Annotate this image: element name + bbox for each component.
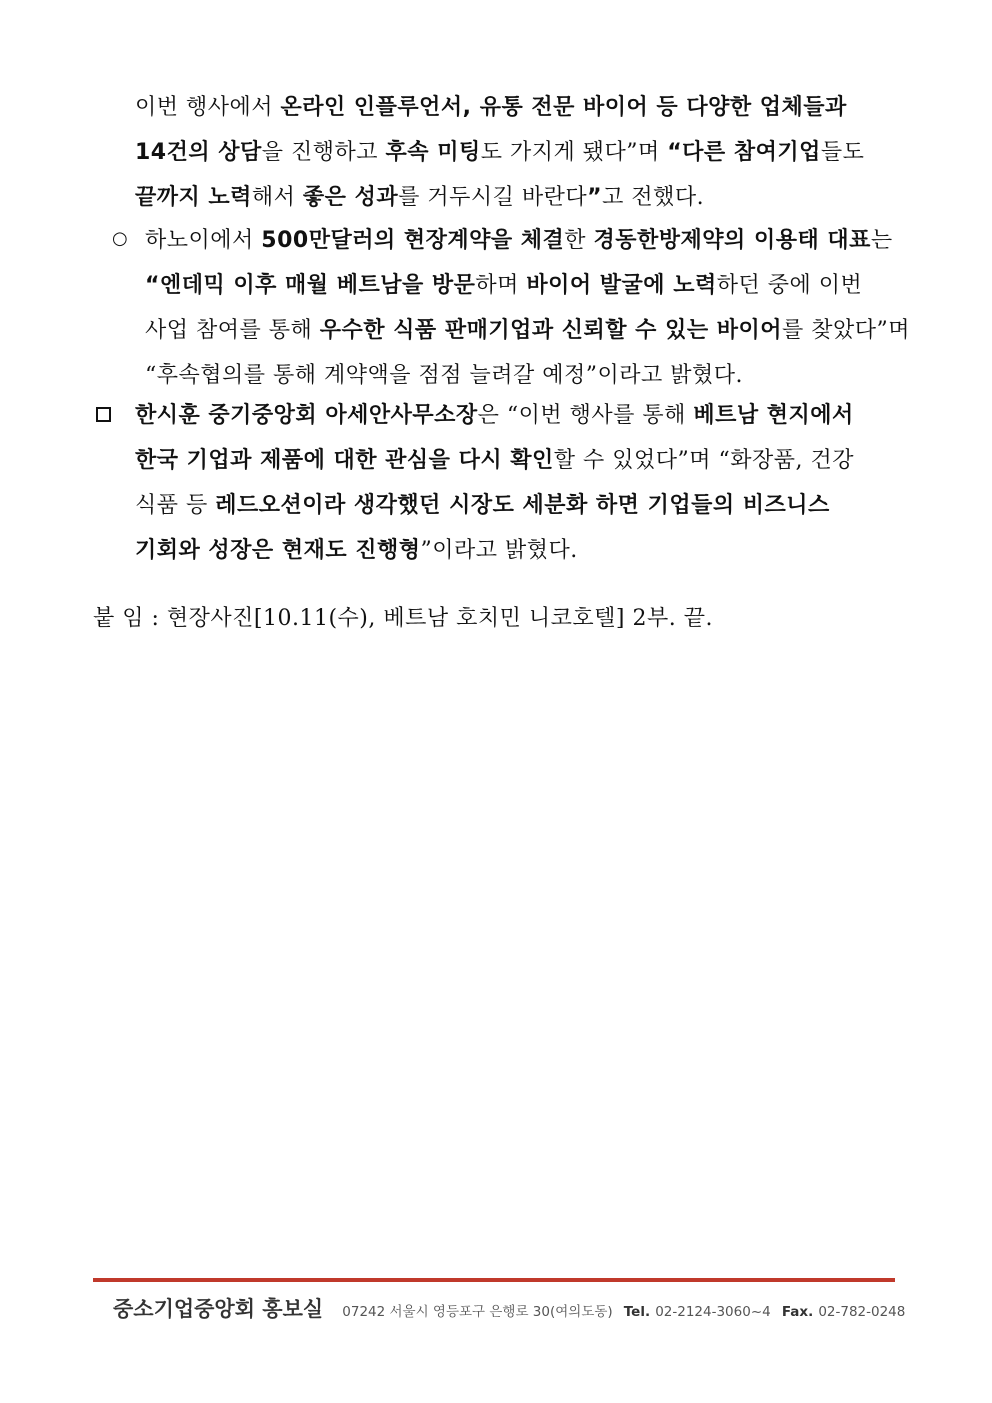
bold-text-segment: 베트남 현지에서 xyxy=(693,403,854,428)
bold-text-segment: ” xyxy=(587,185,603,210)
bold-text-segment: 기회와 성장은 현재도 진행형 xyxy=(135,538,421,563)
footer xyxy=(113,1293,905,1323)
text-segment: 할 수 있었다”며 “화장품, 건강 xyxy=(553,448,854,473)
footer-fax-label: Fax. xyxy=(781,1304,814,1320)
attachment-note: 붙 임 : 현장사진[10.11(수), 베트남 호치민 니코호텔] 2부. 끝. xyxy=(93,606,713,631)
text-segment: 하던 중에 이번 xyxy=(716,273,863,298)
text-segment: 를 거두시길 바란다 xyxy=(398,185,588,210)
paragraph-line xyxy=(145,308,911,353)
text-segment: “후속협의를 통해 계약액을 점점 늘려갈 예정”이라고 밝혔다. xyxy=(145,363,743,388)
paragraph-line xyxy=(145,353,905,398)
footer-organization: 중소기업중앙회 홍보실 xyxy=(113,1297,324,1321)
paragraph-line xyxy=(135,528,905,573)
text-segment: 사업 참여를 통해 xyxy=(145,318,320,343)
text-segment: 하노이에서 xyxy=(145,228,262,253)
paragraph-line xyxy=(145,263,905,308)
paragraph-line xyxy=(135,393,905,438)
text-segment: 을 진행하고 xyxy=(261,140,386,165)
bold-text-segment: 14건의 상담 xyxy=(135,140,262,165)
paragraph-line xyxy=(135,483,905,528)
paragraph-line xyxy=(135,175,905,220)
bold-text-segment: “다른 참여기업 xyxy=(667,140,821,165)
text-segment: 고 전했다. xyxy=(602,185,705,210)
footer-tel: 02-2124-3060~4 xyxy=(655,1304,771,1320)
text-segment: 한 xyxy=(564,228,594,253)
text-segment: 를 찾았다”며 xyxy=(782,318,911,343)
bold-text-segment: 레드오션이라 생각했던 시장도 세분화 하면 기업들의 비즈니스 xyxy=(215,493,830,518)
bold-text-segment: 온라인 인플루언서, 유통 전문 바이어 등 다양한 업체들과 xyxy=(280,95,847,120)
footer-fax: 02-782-0248 xyxy=(818,1304,906,1320)
text-segment: 해서 xyxy=(251,185,303,210)
text-segment: 들도 xyxy=(820,140,865,165)
bold-text-segment: 바이어 발굴에 노력 xyxy=(526,273,717,298)
square-bullet-icon xyxy=(96,407,111,422)
paragraph-2 xyxy=(145,218,911,398)
footer-tel-label: Tel. xyxy=(623,1304,651,1320)
bold-text-segment: 좋은 성과 xyxy=(302,185,399,210)
bold-text-segment: 우수한 식품 판매기업과 신뢰할 수 있는 바이어 xyxy=(319,318,782,343)
paragraph-line xyxy=(135,438,905,483)
footer-address: 07242 서울시 영등포구 은행로 30(여의도동) xyxy=(342,1304,613,1320)
circle-bullet-icon: ○ xyxy=(112,228,128,249)
bold-text-segment: 끝까지 노력 xyxy=(135,185,252,210)
bold-text-segment: 한국 기업과 제품에 대한 관심을 다시 확인 xyxy=(135,448,554,473)
bold-text-segment: 후속 미팅 xyxy=(385,140,481,165)
text-segment: 은 “이번 행사를 통해 xyxy=(477,403,694,428)
paragraph-line xyxy=(135,130,905,175)
bold-text-segment: 경동한방제약의 이용태 대표 xyxy=(593,228,871,253)
footer-divider xyxy=(93,1278,895,1282)
text-segment: 하며 xyxy=(475,273,527,298)
paragraph-line xyxy=(135,85,905,130)
text-segment: 도 가지게 됐다”며 xyxy=(480,140,668,165)
text-segment: 는 xyxy=(870,228,893,253)
paragraph-line xyxy=(145,218,905,263)
paragraph-1 xyxy=(135,85,905,220)
text-segment: 식품 등 xyxy=(135,493,216,518)
text-segment: 이번 행사에서 xyxy=(135,95,281,120)
text-segment: ”이라고 밝혔다. xyxy=(420,538,578,563)
paragraph-3 xyxy=(135,393,905,573)
bold-text-segment: 한시훈 중기중앙회 아세안사무소장 xyxy=(135,403,478,428)
bold-text-segment: “엔데믹 이후 매월 베트남을 방문 xyxy=(145,273,476,298)
bold-text-segment: 500만달러의 현장계약을 체결 xyxy=(261,228,565,253)
